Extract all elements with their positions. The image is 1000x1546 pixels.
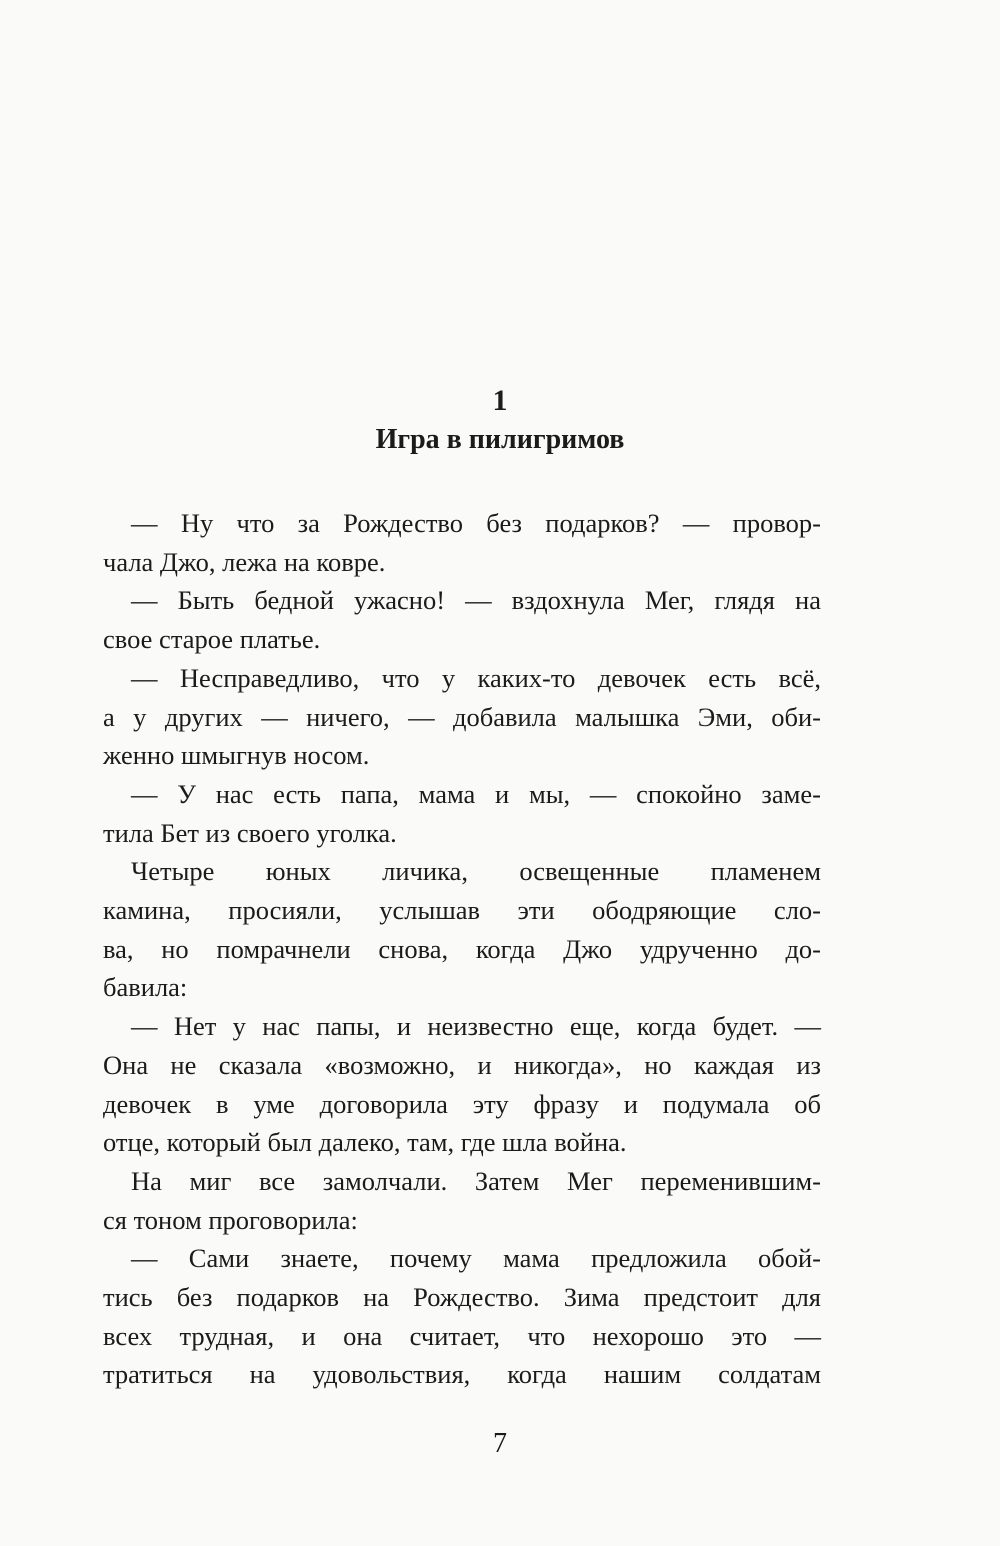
text-line: Четыре юных личика, освещенные пламенем xyxy=(131,856,821,887)
text-line: бавила: xyxy=(103,972,188,1003)
text-line: отце, который был далеко, там, где шла война. xyxy=(103,1127,627,1158)
text-line: — У нас есть папа, мама и мы, — спокойно заме- xyxy=(131,778,821,809)
text-line: — Быть бедной ужасно! — вздохнула Мег, глядя на xyxy=(131,585,821,616)
text-line: свое старое платье. xyxy=(103,624,321,655)
text-line: тила Бет из своего уголка. xyxy=(103,817,397,848)
text-line: — Сами знаете, почему мама предложила обой- xyxy=(131,1243,821,1274)
page-number: 7 xyxy=(493,1428,507,1459)
text-line: тратиться на удовольствия, когда нашим солдатам xyxy=(103,1359,821,1390)
text-line: ся тоном проговорила: xyxy=(103,1204,358,1235)
text-line: девочек в уме договорила эту фразу и подумала об xyxy=(103,1088,821,1119)
text-line: На миг все замолчали. Затем Мег переменившим- xyxy=(131,1165,821,1196)
text-line: Она не сказала «возможно, и никогда», но каждая из xyxy=(103,1049,821,1080)
text-line: камина, просияли, услышав эти ободряющие сло- xyxy=(103,895,821,926)
text-line: а у других — ничего, — добавила малышка Эми, оби- xyxy=(103,701,821,732)
text-line: чала Джо, лежа на ковре. xyxy=(103,546,386,577)
chapter-number: 1 xyxy=(492,384,508,417)
text-line: тись без подарков на Рождество. Зима предстоит для xyxy=(103,1282,821,1313)
text-line: женно шмыгнув носом. xyxy=(103,740,370,771)
text-line: всех трудная, и она считает, что нехорошо это — xyxy=(103,1320,821,1351)
text-line: — Нет у нас папы, и неизвестно еще, когда будет. — xyxy=(131,1011,821,1042)
body-text xyxy=(103,504,821,1394)
text-line: — Несправедливо, что у каких-то девочек есть всё, xyxy=(131,662,821,693)
chapter-title: Игра в пилигримов xyxy=(375,424,625,455)
text-line: — Ну что за Рождество без подарков? — провор- xyxy=(131,508,821,538)
text-line: ва, но помрачнели снова, когда Джо удрученно до- xyxy=(103,933,821,964)
